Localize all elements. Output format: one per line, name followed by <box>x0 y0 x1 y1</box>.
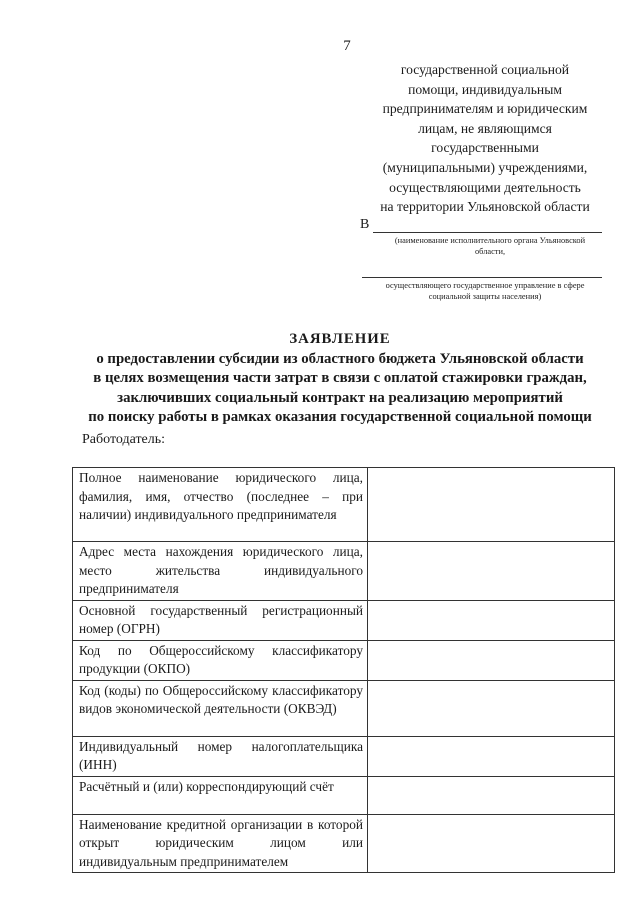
table-row <box>73 736 615 776</box>
row-label: Адрес места нахождения юридического лица, место жительства индивидуального предпринимателя <box>73 542 368 601</box>
caption-line: осуществляющего государственное управление в сфере <box>385 281 585 290</box>
caption-line: социальной защиты населения) <box>428 292 542 301</box>
application-title <box>60 330 620 428</box>
recipient-block <box>360 215 610 302</box>
row-value-field[interactable] <box>368 600 615 640</box>
employer-label: Работодатель: <box>82 432 166 447</box>
table-row <box>73 468 615 542</box>
row-label: Код по Общероссийскому классификатору продукции (ОКПО) <box>73 640 368 680</box>
table-row <box>73 600 615 640</box>
row-value-field[interactable] <box>368 680 615 736</box>
row-value-field[interactable] <box>368 468 615 542</box>
title-line: по поиску работы в рамках оказания государственной социальной помощи <box>88 409 592 426</box>
table-row <box>73 680 615 736</box>
recipient-prefix: В <box>360 217 370 232</box>
header-line: предпринимателям и юридическим <box>382 101 588 117</box>
header-line: государственными <box>431 140 539 156</box>
row-label: Полное наименование юридического лица, фамилия, имя, отчество (последнее – при наличии) индивидуального предпринимателя <box>73 468 368 542</box>
row-label: Наименование кредитной организации в которой открыт юридическим лицом или индивидуальным предпринимателем <box>73 814 368 873</box>
row-value-field[interactable] <box>368 640 615 680</box>
caption-line: области, <box>474 247 506 256</box>
title-line: о предоставлении субсидии из областного бюджета Ульяновской области <box>96 350 584 367</box>
row-value-field[interactable] <box>368 776 615 814</box>
table-row <box>73 542 615 601</box>
row-value-field[interactable] <box>368 736 615 776</box>
recipient-fill-line[interactable] <box>373 220 602 233</box>
header-line: лицам, не являющимся <box>418 120 552 136</box>
header-line: (муниципальными) учреждениями, <box>382 159 588 175</box>
row-label: Основной государственный регистрационный номер (ОГРН) <box>73 600 368 640</box>
table-row <box>73 640 615 680</box>
row-value-field[interactable] <box>368 814 615 873</box>
recipient-fill-line-2[interactable] <box>362 257 602 278</box>
row-label: Индивидуальный номер налогоплательщика (ИНН) <box>73 736 368 776</box>
page-number: 7 <box>343 38 351 54</box>
doc-title: ЗАЯВЛЕНИЕ <box>289 331 391 347</box>
header-line: на территории Ульяновской области <box>380 199 590 215</box>
employer-details-table <box>72 467 615 873</box>
row-label: Расчётный и (или) корреспондирующий счёт <box>73 776 368 814</box>
row-value-field[interactable] <box>368 542 615 601</box>
table-row <box>73 814 615 873</box>
row-label: Код (коды) по Общероссийскому классификатору видов экономической деятельности (ОКВЭД) <box>73 680 368 736</box>
title-line: в целях возмещения части затрат в связи с оплатой стажировки граждан, <box>93 370 587 387</box>
header-line: государственной социальной <box>400 62 570 77</box>
table-row <box>73 776 615 814</box>
title-line: заключивших социальный контракт на реализацию мероприятий <box>117 389 563 406</box>
header-line: осуществляющими деятельность <box>389 179 581 195</box>
caption-line: (наименование исполнительного органа Ульяновской <box>394 236 586 245</box>
recipient-caption-2 <box>360 280 610 302</box>
addressee-header <box>360 60 610 217</box>
header-line: помощи, индивидуальным <box>408 81 562 97</box>
recipient-caption-1 <box>360 235 610 257</box>
